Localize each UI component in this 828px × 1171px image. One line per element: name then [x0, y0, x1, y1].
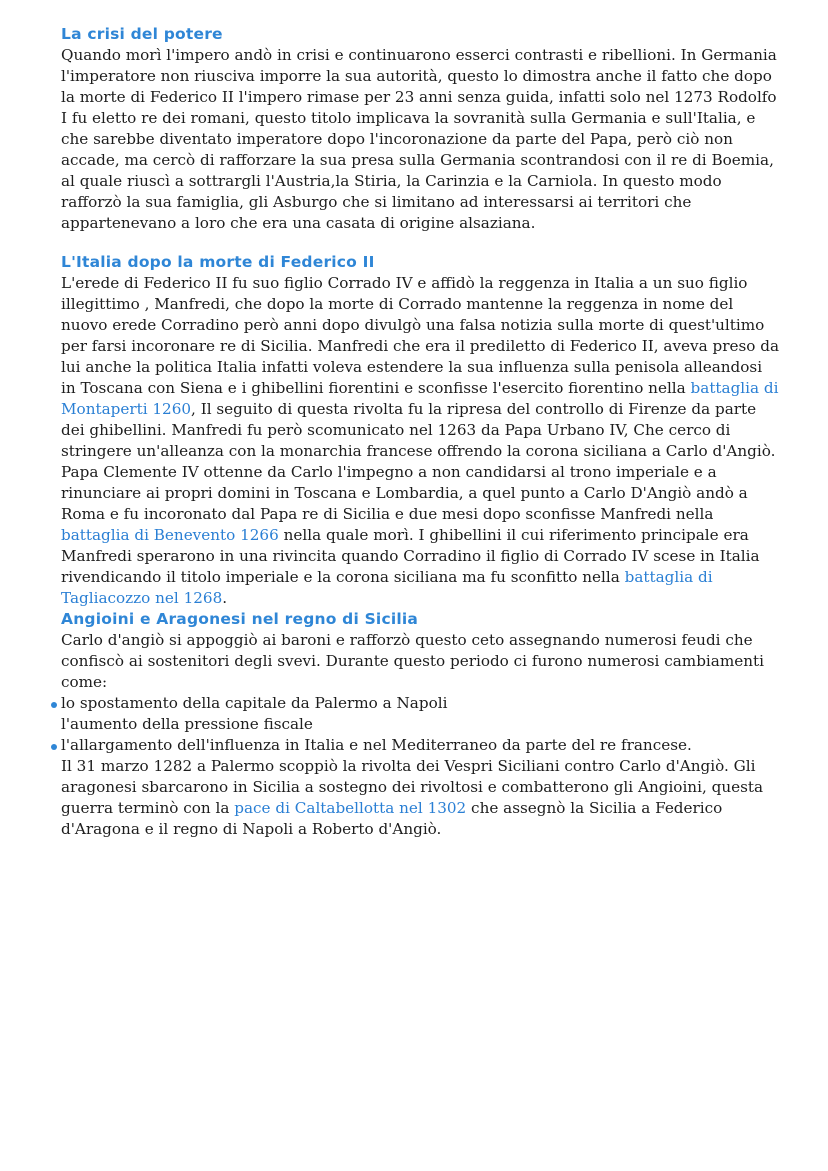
link-tagliacozzo[interactable]: battaglia di Tagliacozzo nel 1268 [61, 568, 713, 607]
section-spacer [61, 234, 781, 252]
document-page [61, 24, 781, 840]
paragraph-angioini-intro: Carlo d'angiò si appoggiò ai baroni e rafforzò questo ceto assegnando numerosi feudi che confiscò ai sostenitori degli svevi. Durante questo periodo ci furono numerosi cambiamenti come: [61, 631, 764, 691]
text-span: , Il seguito di questa rivolta fu la ripresa del controllo di Firenze da parte dei ghibellini. Manfredi fu però scomunicato nel 1263 da Papa Urbano IV, Che cerco di stringere un'alleanza con la monarchia francese offrendo la corona siciliana a Carlo d'Angiò. Papa Clemente IV ottenne da Carlo l'impegno a non candidarsi al trono imperiale e a rinunciare ai propri domini in Toscana e Lombardia, a quel punto a Carlo D'Angiò andò a Roma e fu incoronato dal Papa re di Sicilia e due mesi dopo sconfisse Manfredi nella [61, 400, 776, 523]
text-span: che assegnò la Sicilia a Federico d'Aragona e il regno di Napoli a Roberto d'Angiò. [61, 799, 723, 838]
change-list [61, 693, 781, 756]
text-span: . [222, 589, 228, 607]
section-title-angioini: Angioini e Aragonesi nel regno di Sicilia [61, 610, 419, 628]
list-item: l'aumento della pressione fiscale [61, 715, 313, 733]
text-span: nella quale morì. I ghibellini il cui riferimento principale era Manfredi sperarono in una rivincita quando Corradino il figlio di Corrado IV scese in Italia rivendicando il titolo imperiale e la corona siciliana ma fu sconfitto nella [61, 526, 760, 586]
link-caltabellotta[interactable]: pace di Caltabellotta nel 1302 [234, 799, 467, 817]
section-title-italia: L'Italia dopo la morte di Federico II [61, 253, 375, 271]
text-span: Il 31 marzo 1282 a Palermo scoppiò la rivolta dei Vespri Siciliani contro Carlo d'Angiò. Gli aragonesi sbarcarono in Sicilia a sostegno dei rivoltosi e combatterono gli Angioini, questa guerra terminò con la [61, 757, 764, 817]
section-title-crisi: La crisi del potere [61, 25, 223, 43]
text-span: L'erede di Federico II fu suo figlio Corrado IV e affidò la reggenza in Italia a un suo figlio illegittimo , Manfredi, che dopo la morte di Corrado mantenne la reggenza in nome del nuovo erede Corradino però anni dopo divulgò una falsa notizia sulla morte di quest'ultimo per farsi incoronare re di Sicilia. Manfredi che era il prediletto di Federico II, aveva preso da lui anche la politica Italia infatti voleva estendere la sua influenza sulla penisola alleandosi in Toscana con Siena e i ghibellini fiorentini e sconfisse l'esercito fiorentino nella [61, 274, 780, 397]
paragraph-italia [61, 273, 781, 609]
list-item: lo spostamento della capitale da Palermo a Napoli [61, 693, 781, 714]
link-montaperti[interactable]: battaglia di Montaperti 1260 [61, 379, 779, 418]
list-item: l'allargamento dell'influenza in Italia e nel Mediterraneo da parte del re francese. [61, 735, 781, 756]
link-benevento[interactable]: battaglia di Benevento 1266 [61, 526, 279, 544]
paragraph-crisi: Quando morì l'impero andò in crisi e continuarono esserci contrasti e ribellioni. In Germania l'imperatore non riusciva imporre la sua autorità, questo lo dimostra anche il fatto che dopo la morte di Federico II l'impero rimase per 23 anni senza guida, infatti solo nel 1273 Rodolfo I fu eletto re dei romani, questo titolo implicava la sovranità sulla Germania e sull'Italia, e che sarebbe diventato imperatore dopo l'incoronazione da parte del Papa, però ciò non accade, ma cercò di rafforzare la sua presa sulla Germania scontrandosi con il re di Boemia, al quale riuscì a sottrargli l'Austria,la Stiria, la Carinzia e la Carniola. In questo modo rafforzò la sua famiglia, gli Asburgo che si limitano ad interessarsi ai territori che appartenevano a loro che era una casata di origine alsaziana. [61, 46, 777, 232]
paragraph-vespri [61, 756, 781, 840]
